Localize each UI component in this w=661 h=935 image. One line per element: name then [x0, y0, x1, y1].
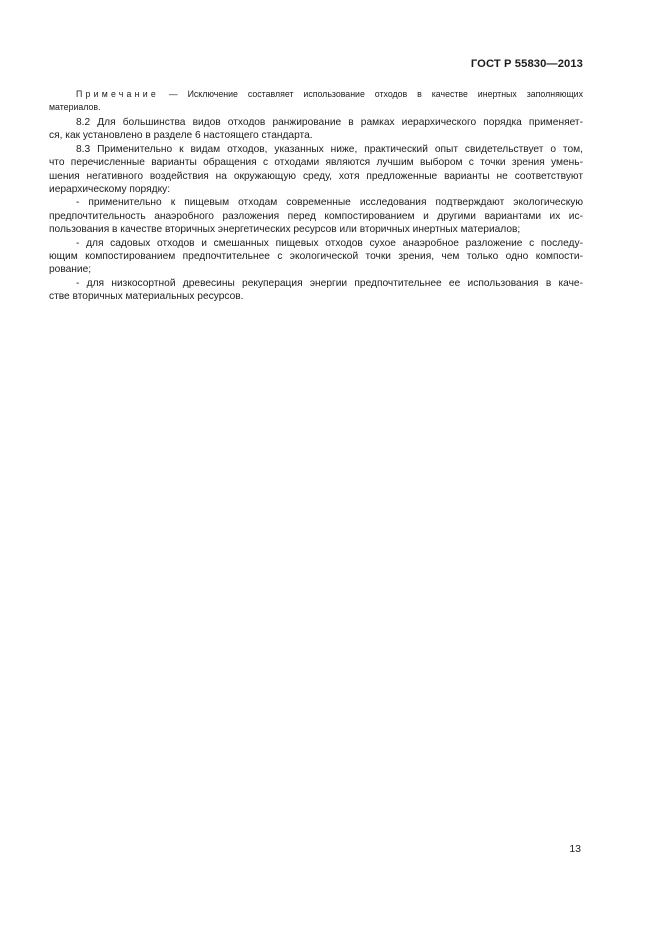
paragraph-line: ся, как установлено в разделе 6 настоящего стандарта.: [49, 130, 313, 142]
paragraph-line: иерархическому порядку:: [49, 184, 171, 196]
list-item-line: - для садовых отходов и смешанных пищевых отходов сухое анаэробное разложение с последу-: [76, 237, 583, 249]
page-number: 13: [569, 843, 581, 855]
list-item-garden-waste: [49, 237, 583, 277]
list-item-line: - для низкосортной древесины рекуперация энергии предпочтительнее ее использования в каче-: [76, 277, 583, 289]
list-item-line: предпочтительность анаэробного разложения перед компостированием и другими вариантами их ис-: [49, 210, 583, 222]
list-item-line: ющим компостированием предпочтительнее с экологической точки зрения, чем только одно компости-: [49, 251, 583, 263]
paragraph-line: 8.3 Применительно к видам отходов, указанных ниже, практический опыт свидетельствует о том,: [76, 143, 583, 155]
note-text: — Исключение составляет использование отходов в качестве инертных заполняющих: [158, 89, 583, 99]
note-line-1: [49, 88, 583, 101]
paragraph-line: 8.2 Для большинства видов отходов ранжирование в рамках иерархического порядка применяет-: [76, 117, 583, 128]
paragraph-line: что перечисленные варианты обращения с отходами являются лучшим выбором с точки зрения умень-: [49, 157, 583, 169]
document-header: ГОСТ Р 55830—2013: [470, 58, 583, 70]
page-body: [49, 88, 583, 304]
note-label: Примечание: [76, 89, 159, 99]
paragraph-8-3: [49, 143, 583, 197]
note-block: [49, 88, 583, 113]
note-line-2: материалов.: [49, 101, 101, 112]
list-item-food-waste: [49, 196, 583, 236]
list-item-line: - применительно к пищевым отходам современные исследования подтверждают экологическую: [76, 197, 583, 209]
list-item-line: рование;: [49, 264, 92, 276]
list-item-line: пользования в качестве вторичных энергетических ресурсов или вторичных инертных материалов;: [49, 224, 521, 236]
list-item-low-grade-wood: [49, 277, 583, 304]
paragraph-8-2: [49, 116, 583, 143]
list-item-line: стве вторичных материальных ресурсов.: [49, 291, 244, 303]
paragraph-line: шения негативного воздействия на окружающую среду, хотя предложенные варианты не соответствуют: [49, 170, 583, 182]
